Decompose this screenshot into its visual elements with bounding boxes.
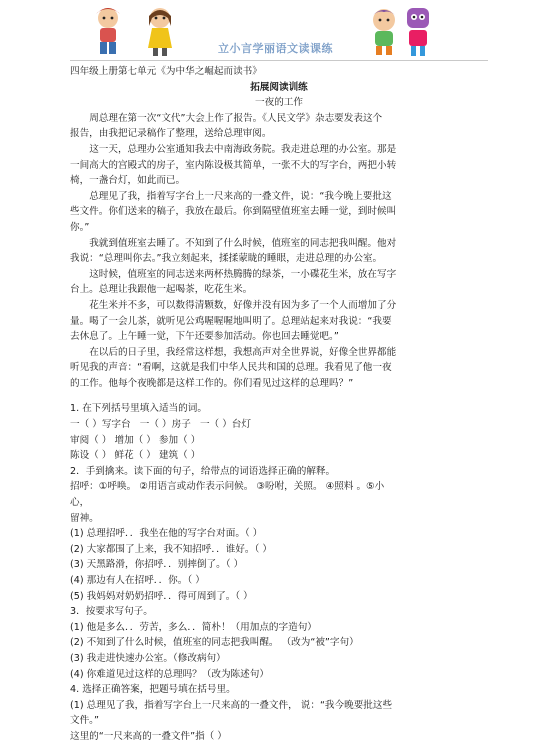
paragraph-line: 报告，由我把记录稿作了整理，送给总理审阅。 [70, 128, 272, 140]
paragraph-line: 你。” [70, 221, 90, 233]
question-2-options: 招呼：①呼唤。 ②用语言或动作表示问候。 ③吩咐，关照。 ④照料 。⑤小 [70, 481, 385, 493]
question-2-item[interactable]: (2) 大家都围了上来，我不知招呼．．谁好。（ ） [70, 543, 272, 555]
question-1-row[interactable]: 审阅（ ） 增加（ ） 参加（ ） [70, 434, 201, 446]
paragraph-line: 听见我的声音：“看啊，这就是我们中华人民共和国的总理。我看见了他一夜 [70, 362, 392, 374]
page-header [0, 0, 558, 62]
question-2-item[interactable]: (1) 总理招呼．．我坐在他的写字台对面。（ ） [70, 528, 263, 540]
cartoon-robot-icon [398, 4, 438, 58]
paragraph-line: 椅，一盏台灯，如此而已。 [70, 175, 186, 187]
spacer [70, 391, 488, 401]
question-2-item[interactable]: (5) 我妈妈对奶奶招呼．．得可周到了。（ ） [70, 590, 253, 602]
paragraph-line: 在以后的日子里，我经常这样想，我想高声对全世界说，好像全世界都能 [89, 346, 397, 358]
question-2-prompt: 2．手到擒来。读下面的句子，给带点的词语选择正确的解释。 [70, 465, 336, 477]
question-2-item[interactable]: (3) 天黑路滑，你招呼．．别摔倒了。（ ） [70, 559, 244, 571]
question-2-options-cont: 心， [70, 497, 90, 509]
cartoon-boy-icon [88, 4, 128, 56]
paragraph-line: 总理见了我，指着写字台上一尺来高的一叠文件，说：“我今晚上要批这 [89, 190, 392, 202]
cartoon-girl-icon [140, 4, 180, 56]
question-2-item[interactable]: (4) 那边有人在招呼．．你。（ ） [70, 575, 205, 586]
question-4-prompt: 4. 选择正确答案，把题号填在括号里。 [70, 684, 236, 696]
measure-word-blank[interactable]: 一（ ）台灯 [199, 419, 251, 431]
paragraph-line: 台上。总理让我跟他一起喝茶，吃花生米。 [70, 284, 253, 296]
paragraph-line: 一间高大的宫殿式的房子，室内陈设极其简单，一张不大的写字台，两把小转 [70, 159, 397, 171]
paragraph-line: 量。喝了一会儿茶，就听见公鸡喔喔喔地叫明了。总理站起来对我说：“我要 [70, 315, 392, 327]
measure-word-blank[interactable]: 一（ ）写字台 [70, 419, 131, 431]
question-3-item[interactable]: (2) 不知到了什么时候，值班室的同志把我叫醒。 （改为“被”字句） [70, 637, 359, 649]
paragraph-line: 些文件。你们送来的稿子，我放在最后。你到隔壁值班室去睡一觉，到时候叫 [70, 206, 397, 218]
paragraph-line: 花生米并不多，可以数得清颗数，好像并没有因为多了一个人而增加了分 [89, 299, 397, 311]
paragraph-line: 周总理在第一次“文代”大会上作了报告。《人民文学》杂志要发表这个 [89, 112, 383, 124]
measure-word-blank[interactable]: 一（ ）房子 [139, 419, 191, 431]
question-4-line: (1) 总理见了我，指着写字台上一尺来高的一叠文件， 说：“我今晚要批这些 [70, 699, 393, 711]
question-2-options-cont: 留神。 [70, 512, 99, 524]
question-1-prompt: 1. 在下列括号里填入适当的词。 [70, 403, 207, 415]
paragraph-line: 我说：“总理叫你去。”我立刻起来，揉揉蒙眬的睡眼，走进总理的办公室。 [70, 253, 383, 265]
brand-watermark: 立小言学丽语文读课练 [218, 42, 333, 55]
section-heading: 拓展阅读训练 [250, 81, 308, 93]
paragraph-line: 去休息了。上午睡一觉，下午还要参加活动。你也回去睡觉吧。” [70, 331, 339, 343]
question-3-item[interactable]: (1) 他是多么．．劳苦，多么．．简朴！（用加点的字造句） [70, 621, 317, 633]
question-3-prompt: 3．按要求写句子。 [70, 606, 153, 618]
paragraph-line: 这一天，总理办公室通知我去中南海政务院。我走进总理的办公室。那是 [89, 143, 397, 155]
paragraph-line: 这时候，值班室的同志送来两杯热腾腾的绿茶，一小碟花生米，放在写字 [89, 268, 397, 280]
paragraph-line: 的工作。他每个夜晚都是这样工作的。你们看见过这样的总理吗？” [70, 377, 354, 389]
header-divider [70, 60, 488, 61]
question-4-line: 文件。” [70, 715, 99, 727]
unit-title: 四年级上册第七单元《为中华之崛起而读书》 [70, 66, 262, 77]
question-4-line[interactable]: 这里的“一尺来高的一叠文件”指（ ） [70, 730, 227, 742]
question-3-item[interactable]: (4) 你难道见过这样的总理吗？（改为陈述句） [70, 668, 269, 680]
story-title: 一夜的工作 [255, 97, 303, 109]
question-1-row[interactable]: 陈设（ ） 鲜花（ ） 建筑（ ） [70, 450, 201, 462]
worksheet [70, 64, 488, 745]
paragraph-line: 我就到值班室去睡了。不知到了什么时候，值班室的同志把我叫醒。他对 [89, 237, 397, 249]
question-1-row [70, 417, 488, 433]
question-3-item[interactable]: (3) 我走进快速办公室。（修改病句） [70, 652, 226, 664]
